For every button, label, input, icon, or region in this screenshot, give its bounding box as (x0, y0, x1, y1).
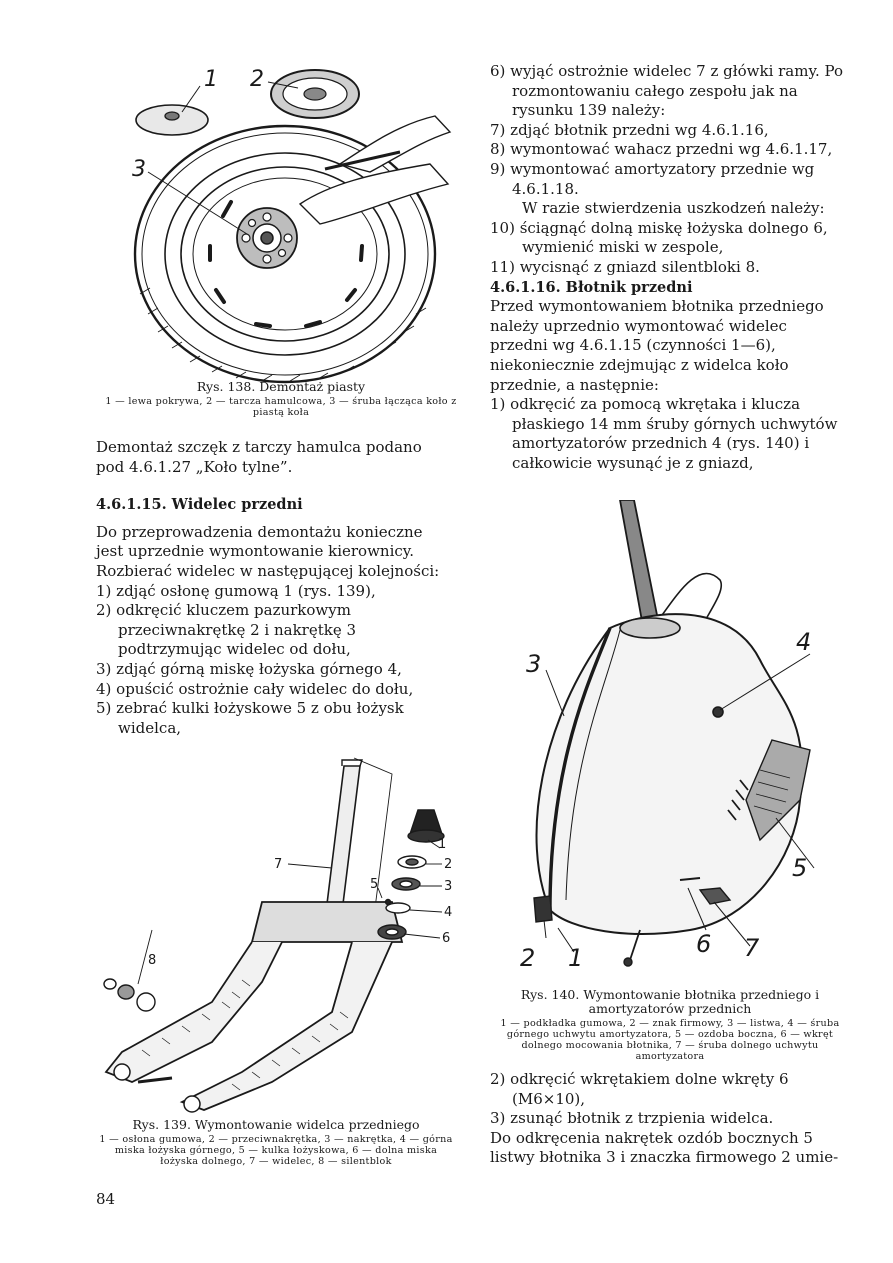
right-column-top (490, 62, 846, 473)
list-item-7: 7) zdjąć błotnik przedni wg 4.6.1.16, (490, 120, 769, 139)
list-item-5: 5) zebrać kulki łożyskowe 5 z obu łożysk widelca, (96, 699, 404, 737)
list-item-9: 9) wymontować amortyzatory przednie wg 4.6.1.18. (490, 159, 815, 198)
figure-140-mudguard (510, 500, 850, 978)
figure-138-caption: Rys. 138. Demontaż piasty (196, 379, 366, 394)
list-item-1: 1) zdjąć osłonę gumową 1 (rys. 139), (96, 581, 376, 600)
list-item-2: 2) odkręcić kluczem pazurkowym przeciwnakrętkę 2 i nakrętkę 3 podtrzymując widelec od dołu, (96, 601, 357, 659)
figure-139-caption: Rys. 139. Wymontowanie widelca przedniego (132, 1117, 420, 1132)
fig139-label-3: 3 (444, 879, 453, 894)
paragraph-order: Rozbierać widelec w następującej kolejności: (96, 561, 440, 580)
list-item-mudguard-1: 1) odkręcić za pomocą wkrętaka i klucza płaskiego 14 mm śruby górnych uchwytów amortyzatorów przednich 4 (rys. 140) i całkowicie wysunąć je z gniazd, (490, 395, 838, 472)
list-item-6: 6) wyjąć ostrożnie widelec 7 z główki ramy. Po rozmontowaniu całego zespołu jak na rysunku 139 należy: (490, 62, 844, 120)
fig139-label-7: 7 (274, 857, 283, 872)
fig140-label-5: 5 (792, 854, 808, 882)
figure-140-legend: 1 — podkładka gumowa, 2 — znak firmowy, 3 — listwa, 4 — śruba górnego uchwytu amortyzatora, 5 — ozdoba boczna, 6 — wkręt dolnego mocowania błotnika, 7 — śruba dolnego uchwytu amortyzatora (500, 1018, 840, 1062)
fig140-label-6: 6 (696, 930, 712, 958)
figure-140-caption: Rys. 140. Wymontowanie błotnika przedniego i amortyzatorów przednich (520, 987, 820, 1016)
fig139-label-1: 1 (438, 837, 447, 852)
paragraph-prerequisite: Do przeprowadzenia demontażu konieczne jest uprzednie wymontowanie kierownicy. (96, 522, 423, 561)
fig140-label-1: 1 (568, 944, 584, 972)
list-item-mudguard-3: 3) zsunąć błotnik z trzpienia widelca. (490, 1109, 774, 1128)
paragraph-brake-shoes: Demontaż szczęk z tarczy hamulca podano pod 4.6.1.27 „Koło tylne”. (96, 438, 422, 476)
list-item-4: 4) opuścić ostrożnie cały widelec do dołu, (96, 679, 414, 698)
paragraph-mudguard: Przed wymontowaniem błotnika przedniego należy uprzednio wymontować widelec przedni wg 4.6.1.15 (czynności 1—6), niekoniecznie zdejmując z widelca koło przednie, a następnie: (490, 297, 824, 394)
figure-138-wheel-hub (100, 64, 470, 386)
fig139-label-5: 5 (370, 877, 379, 892)
page-number: 84 (96, 1190, 116, 1208)
fig139-label-6: 6 (442, 931, 451, 946)
fig140-label-4: 4 (796, 628, 812, 656)
fig139-label-8: 8 (148, 953, 157, 968)
left-column (96, 438, 454, 738)
heading-4-6-1-16: 4.6.1.16. Błotnik przedni (490, 278, 693, 296)
list-item-10: 10) ściągnąć dolną miskę łożyska dolnego 6, wymienić miski w zespole, (490, 218, 828, 257)
heading-4-6-1-15: 4.6.1.15. Widelec przedni (96, 496, 303, 514)
list-item-3: 3) zdjąć górną miskę łożyska górnego 4, (96, 659, 402, 678)
fig138-label-2: 2 (250, 67, 264, 92)
note-damage: W razie stwierdzenia uszkodzeń należy: (522, 199, 825, 218)
fig140-label-7: 7 (744, 934, 760, 962)
figure-139-front-fork (92, 752, 462, 1114)
paragraph-ornaments: Do odkręcenia nakrętek ozdób bocznych 5 listwy błotnika 3 i znaczka firmowego 2 umie- (490, 1128, 839, 1167)
right-column-bottom (490, 1070, 846, 1168)
list-item-mudguard-2: 2) odkręcić wkrętakiem dolne wkręty 6 (M6×10), (490, 1070, 789, 1108)
list-item-11: 11) wycisnąć z gniazd silentbloki 8. (490, 257, 760, 276)
fig140-label-3: 3 (526, 650, 542, 678)
fig139-label-4: 4 (444, 905, 453, 920)
fig138-label-3: 3 (132, 157, 146, 182)
fig139-label-2: 2 (444, 857, 453, 872)
figure-139-legend: 1 — osłona gumowa, 2 — przeciwnakrętka, 3 — nakrętka, 4 — górna miska łożyska górnego, 5 — kulka łożyskowa, 6 — dolna miska łożyska dolnego, 7 — widelec, 8 — silentblok (99, 1134, 453, 1167)
fig140-label-2: 2 (520, 944, 536, 972)
fig138-label-1: 1 (204, 67, 218, 92)
figure-138-legend: 1 — lewa pokrywa, 2 — tarcza hamulcowa, 3 — śruba łącząca koło z piastą koła (105, 396, 457, 418)
list-item-8: 8) wymontować wahacz przedni wg 4.6.1.17, (490, 140, 833, 159)
